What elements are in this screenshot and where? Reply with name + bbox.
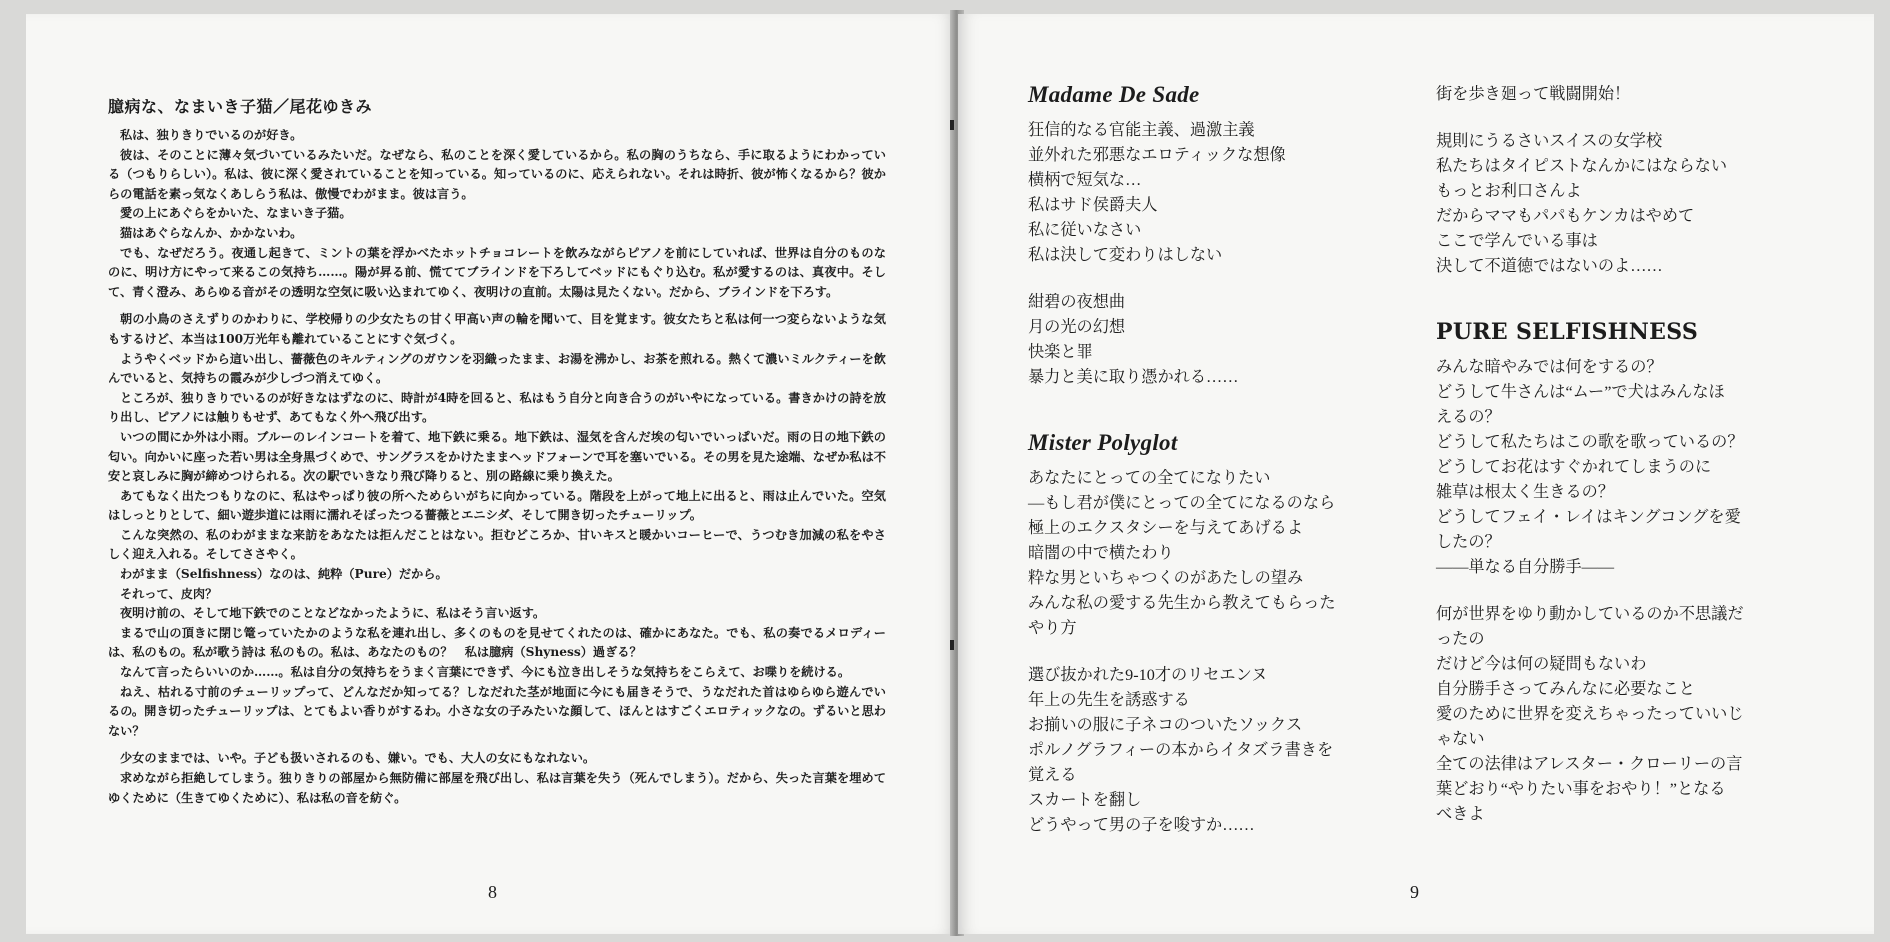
essay-paragraph: 愛の上にあぐらをかいた、なまいき子猫。 xyxy=(120,206,352,221)
song-title-pure-selfishness: PURE SELFISHNESS xyxy=(1436,319,1699,345)
paragraph-gap xyxy=(108,741,886,749)
lyric-line: どうやって男の子を唆すか…… xyxy=(1028,816,1255,834)
essay-paragraph: 猫はあぐらなんか、かかないわ。 xyxy=(120,225,303,240)
lyric-line: どうしてフェイ・レイはキングコングを愛 xyxy=(1436,508,1741,526)
spine-mark xyxy=(950,120,954,130)
page-number-right: 9 xyxy=(1410,882,1419,902)
lyrics-stanza xyxy=(1028,466,1408,641)
lyric-line: 粋な男といちゃつくのがあたしの望み xyxy=(1028,569,1304,587)
right-page xyxy=(958,14,1874,934)
essay-paragraph: まるで山の頂きに閉じ篭っていたかのような私を連れ出し、多くのものを見せてくれたのは、確かにあなた。でも、私の奏でるメロディーは、私のもの。私が歌う詩は 私のもの。私は、あなたのもの？ 私は臆病（Shyness）過ぎる？ xyxy=(108,625,886,660)
lyric-line: ——単なる自分勝手—— xyxy=(1436,558,1615,576)
paragraph-gap xyxy=(108,302,886,310)
lyric-line: 規則にうるさいスイスの女学校 xyxy=(1436,132,1663,150)
essay-paragraph: なんて言ったらいいのか……。私は自分の気持ちをうまく言葉にできず、今にも泣き出しそうな気持ちをこらえて、お喋りを続ける。 xyxy=(120,665,851,680)
lyric-line: ったの xyxy=(1436,630,1485,648)
lyric-line: 覚える xyxy=(1028,766,1077,784)
lyrics-stanza xyxy=(1028,663,1408,838)
lyric-line: ここで学んでいる事は xyxy=(1436,232,1598,250)
lyric-line: 全ての法律はアレスター・クローリーの言 xyxy=(1436,755,1743,773)
lyric-line: 葉どおり“やりたい事をおやり！”となる xyxy=(1436,780,1726,798)
lyric-line: 雑草は根太く生きるの？ xyxy=(1436,483,1615,501)
lyric-line: 極上のエクスタシーを与えてあげるよ xyxy=(1028,519,1304,537)
lyric-line: だからママもパパもケンカはやめて xyxy=(1436,207,1695,225)
essay-paragraph: 彼は、そのことに薄々気づいているみたいだ。なぜなら、私のことを深く愛しているから。私の胸のうちなら、手に取るようにわかっている（つもりらしい）。私は、彼に深く愛されていることを知っている。知っているのに、応えられない。それは時折、彼が怖くなるから？彼からの電話を素っ気なくあしらう私は、傲慢でわがまま。彼は言う。 xyxy=(108,147,886,201)
lyric-line: やり方 xyxy=(1028,619,1077,637)
lyric-line: 私は決して変わりはしない xyxy=(1028,246,1223,264)
essay-paragraph: 朝の小鳥のさえずりのかわりに、学校帰りの少女たちの甘く甲高い声の輪を聞いて、目を覚ます。彼女たちと私は何一つ変らないような気もするけど、本当は100万光年も離れていることにすぐ気づく。 xyxy=(108,312,886,346)
lyric-line: 狂信的なる官能主義、過激主義 xyxy=(1028,121,1255,139)
song-title-madame-de-sade: Madame De Sade xyxy=(1028,82,1200,107)
lyric-line: 選び抜かれた9-10才のリセエンヌ xyxy=(1028,666,1268,684)
lyric-line: もっとお利口さんよ xyxy=(1436,182,1582,200)
lyric-line: 何が世界をゆり動かしているのか不思議だ xyxy=(1436,605,1744,623)
essay-paragraph: 少女のままでは、いや。子ども扱いされるのも、嫌い。でも、大人の女にもなれない。 xyxy=(120,751,596,766)
lyrics-stanza xyxy=(1436,129,1816,279)
lyric-line: あなたにとっての全てになりたい xyxy=(1028,469,1271,487)
lyrics-stanza xyxy=(1436,82,1816,107)
lyric-line: 愛のために世界を変えちゃったっていいじ xyxy=(1436,705,1744,723)
spine-mark xyxy=(950,640,954,650)
lyric-line: 自分勝手さってみんなに必要なこと xyxy=(1436,680,1695,698)
lyric-line: 私に従いなさい xyxy=(1028,221,1142,239)
essay-body xyxy=(108,126,886,808)
lyric-line: したの？ xyxy=(1436,533,1501,551)
essay-paragraph: ねえ、枯れる寸前のチューリップって、どんなだか知ってる？しなだれた茎が地面に今にも届きそうで、うなだれた首はゆらゆら遊んでいるの。開き切ったチューリップは、とてもよい香りがするわ。小さな女の子みたいな顔して、ほんとはすごくエロティックなの。ずるいと思わない？ xyxy=(108,684,886,738)
page-number-left: 8 xyxy=(488,882,497,902)
lyrics-column-right xyxy=(1436,82,1816,827)
song-title-mister-polyglot: Mister Polyglot xyxy=(1028,430,1178,455)
lyric-line: スカートを翻し xyxy=(1028,791,1142,809)
lyric-line: 街を歩き廻って戦闘開始！ xyxy=(1436,85,1631,103)
lyric-line: どうして牛さんは“ムー”で犬はみんなほ xyxy=(1436,383,1725,401)
essay-paragraph: こんな突然の、私のわがままな来訪をあなたは拒んだことはない。拒むどころか、甘いキスと暖かいコーヒーで、うつむき加減の私をやさしく迎え入れる。そしてささやく。 xyxy=(108,527,886,562)
essay-paragraph: いつの間にか外は小雨。ブルーのレインコートを着て、地下鉄に乗る。地下鉄は、湿気を含んだ埃の匂いでいっぱいだ。雨の日の地下鉄の匂い。向かいに座った若い男は全身黒づくめで、サングラスをかけたままヘッドフォーンで耳を塞いでいる。その男を見た途端、なぜか私は不安と哀しみに胸が締めつけられる。次の駅でいきなり飛び降りると、別の路線に乗り換えた。 xyxy=(108,429,886,484)
lyric-line: 紺碧の夜想曲 xyxy=(1028,293,1126,311)
lyric-line: 私はサド侯爵夫人 xyxy=(1028,196,1158,214)
lyric-line: ゃない xyxy=(1436,730,1485,748)
essay-paragraph: 求めながら拒絶してしまう。独りきりの部屋から無防備に部屋を飛び出し、私は言葉を失う（死んでしまう）。だから、失った言葉を埋めてゆくために（生きてゆくために）、私は私の音を紡ぐ。 xyxy=(108,771,886,805)
lyrics-stanza xyxy=(1436,355,1816,580)
essay-paragraph: 夜明け前の、そして地下鉄でのことなどなかったように、私はそう言い返す。 xyxy=(120,606,546,621)
lyric-line: 私たちはタイピストなんかにはならない xyxy=(1436,157,1728,175)
lyric-line: みんな暗やみでは何をするの？ xyxy=(1436,358,1663,376)
lyric-line: お揃いの服に子ネコのついたソックス xyxy=(1028,716,1303,734)
lyric-line: 横柄で短気な… xyxy=(1028,171,1142,189)
lyric-line: 並外れた邪悪なエロティックな想像 xyxy=(1028,146,1286,164)
lyrics-column-left xyxy=(1028,82,1408,838)
lyric-line: 快楽と罪 xyxy=(1028,343,1093,361)
lyric-line: だけど今は何の疑問もないわ xyxy=(1436,655,1647,673)
essay-paragraph: それって、皮肉？ xyxy=(120,586,218,601)
lyric-line: —もし君が僕にとっての全てになるのなら xyxy=(1028,494,1336,512)
lyric-line: どうして私たちはこの歌を歌っているの？ xyxy=(1436,433,1744,451)
essay-title: 臆病な、なまいき子猫／尾花ゆきみ xyxy=(108,97,373,116)
lyric-line: 暗闇の中で横たわり xyxy=(1028,544,1174,562)
lyric-line: みんな私の愛する先生から教えてもらった xyxy=(1028,594,1336,612)
essay xyxy=(108,94,886,808)
lyrics-stanza xyxy=(1028,118,1408,268)
lyric-line: 決して不道徳ではないのよ…… xyxy=(1436,257,1663,275)
essay-paragraph: わがまま（Selfishness）なのは、純粋（Pure）だから。 xyxy=(120,567,448,582)
left-page xyxy=(26,14,956,934)
lyric-line: べきよ xyxy=(1436,805,1485,823)
essay-paragraph: 私は、独りきりでいるのが好き。 xyxy=(120,128,303,142)
essay-paragraph: ところが、独りきりでいるのが好きなはずなのに、時計が4時を回ると、私はもう自分と向き合うのがいやになっている。書きかけの詩を放り出し、ピアノには触りもせず、あてもなく外へ飛び出す。 xyxy=(108,390,886,425)
essay-paragraph: でも、なぜだろう。夜通し起きて、ミントの葉を浮かべたホットチョコレートを飲みながらピアノを前にしていれば、世界は自分のものなのに、明け方にやって来るこの気持ち……。陽が昇る前、慌ててブラインドを下ろしてベッドにもぐり込む。私が愛するのは、真夜中。そして、青く澄み、あらゆる音がその透明な空気に吸い込まれてゆく、夜明けの直前。太陽は見たくない。だから、ブラインドを下ろす。 xyxy=(108,245,886,299)
lyrics-stanza xyxy=(1028,290,1408,390)
lyric-line: ポルノグラフィーの本からイタズラ書きを xyxy=(1028,741,1334,759)
lyric-line: 暴力と美に取り憑かれる…… xyxy=(1028,368,1239,386)
essay-paragraph: ようやくベッドから這い出し、薔薇色のキルティングのガウンを羽織ったまま、お湯を沸かし、お茶を煎れる。熱くて濃いミルクティーを飲んでいると、気持ちの霞みが少しづつ消えてゆく。 xyxy=(108,351,886,386)
lyric-line: 年上の先生を誘惑する xyxy=(1028,691,1190,709)
lyric-line: どうしてお花はすぐかれてしまうのに xyxy=(1436,458,1712,476)
essay-paragraph: あてもなく出たつもりなのに、私はやっぱり彼の所へためらいがちに向かっている。階段を上がって地上に出ると、雨は止んでいた。空気はしっとりとして、細い遊歩道には雨に濡れそぼったつる薔薇とエニシダ、そして開き切ったチューリップ。 xyxy=(108,488,886,523)
lyric-line: 月の光の幻想 xyxy=(1028,318,1126,336)
lyric-line: えるの？ xyxy=(1436,408,1501,426)
lyrics-stanza xyxy=(1436,602,1816,827)
